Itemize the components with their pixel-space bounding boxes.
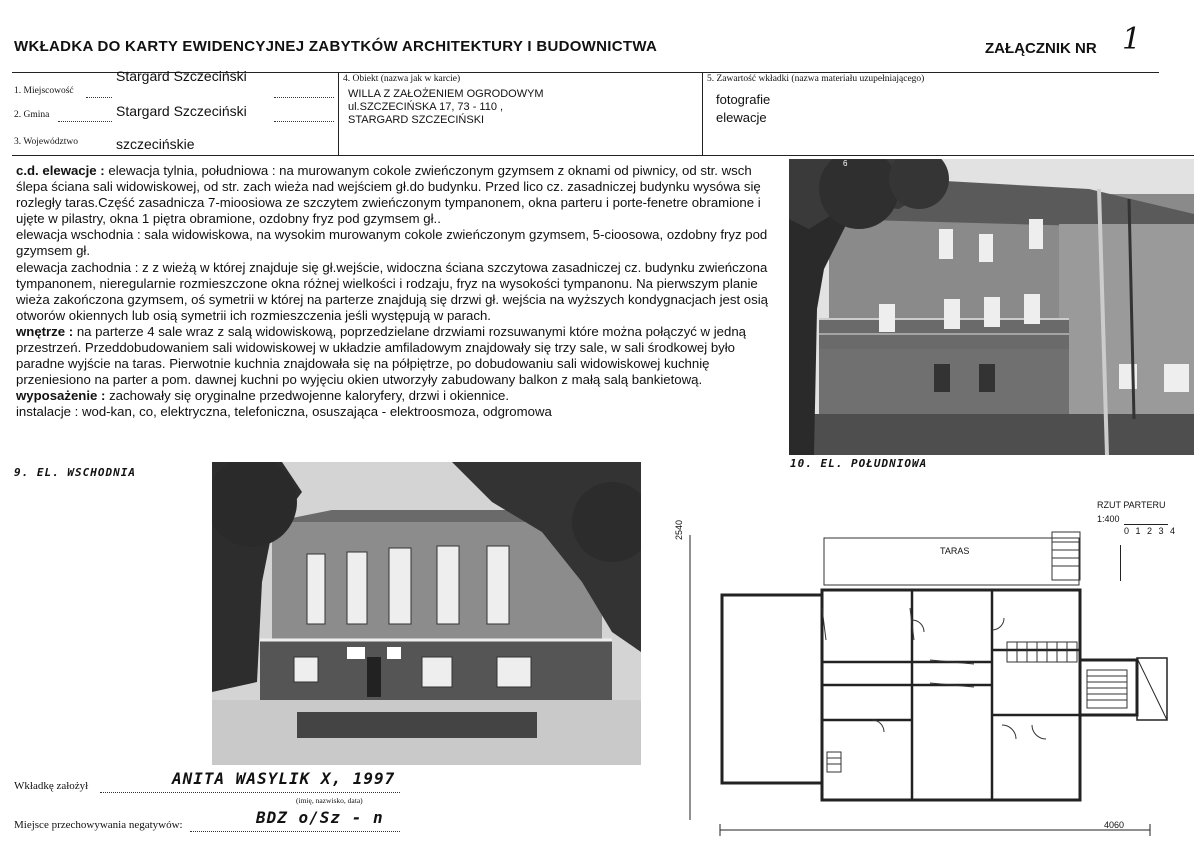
zawartosc-label: 5. Zawartość wkładki (nazwa materiału uzupełniającego)	[707, 74, 925, 84]
desc-p1-head: c.d. elewacje :	[16, 163, 105, 178]
floorplan-drawing	[672, 490, 1192, 840]
attachment-number: 1	[1122, 22, 1142, 57]
photo-east-image	[212, 462, 641, 765]
caption-east: 9. EL. WSCHODNIA	[14, 466, 136, 479]
header-divider-2	[702, 72, 703, 155]
scale-bar	[1124, 524, 1168, 525]
miejscowosc-value: Stargard Szczeciński	[116, 68, 247, 84]
obiekt-line2: ul.SZCZECIŃSKA 17, 73 - 110 ,	[348, 101, 504, 113]
header-grid-bottom	[12, 155, 1194, 156]
miejscowosc-label: 1. Miejscowość	[14, 86, 74, 96]
desc-p4-head: wnętrze :	[16, 323, 74, 339]
dimension-horizontal: 4060	[1104, 820, 1125, 830]
gmina-label: 2. Gmina	[14, 110, 50, 120]
miejscowosc-dots	[86, 97, 112, 98]
author-label: Wkładkę założył	[14, 780, 89, 792]
wojewodztwo-label: 3. Województwo	[14, 137, 78, 147]
gmina-dots	[58, 121, 112, 122]
wojewodztwo-value: szczecińskie	[116, 136, 195, 152]
dimension-vertical: 2540	[674, 519, 684, 540]
desc-p6: instalacje : wod-kan, co, elektryczna, telefoniczna, osuszająca - elektroosmoza, odgromowa	[16, 404, 552, 420]
gmina-dots-2	[274, 121, 334, 122]
desc-p1: elewacja tylnia, południowa : na murowanym cokole zwieńczonym gzymsem z oknami od piwnicy, od str. wsch ślepa ściana sali widowiskowej, od str. zach wieża nad wejściem gł.do budynku. Przed lico cz. zasadniczej budynku wysówa się rozległy taras.Część zasadnicza 7-mioosiowa ze szczytem zwieńczonym tympanonem, okna parteru i porte-fenetre obramione i ujęte w pilastry, okna 1 piętra obramione, ozdobny fryz pod gzymsem gł..	[16, 163, 761, 227]
floorplan-scale-ticks: 0 1 2 3 4	[1124, 526, 1178, 536]
obiekt-line3: STARGARD SZCZECIŃSKI	[348, 114, 485, 126]
photo-south-image	[789, 159, 1194, 455]
north-arrow	[1120, 545, 1121, 581]
terrace-label: TARAS	[940, 546, 970, 556]
zawartosc-line2: elewacje	[716, 110, 767, 125]
storage-label: Miejsce przechowywania negatywów:	[14, 819, 183, 831]
obiekt-line1: WILLA Z ZAŁOŻENIEM OGRODOWYM	[348, 88, 544, 100]
desc-p4: na parterze 4 sale wraz z salą widowiskową, poprzedzielane drzwiami rozsuwanymi które można połączyć w jedną przestrzeń. Przeddobudowaniem sali widowiskowej w układzie amfiladowym znajdowały się trzy sale, w sali środkowej było paradne wyjście na taras. Pierwotnie kuchnia znajdowała się na półpiętrze, po dobudowaniu sali widowiskowej kuchnię przeniesiono na parter a pom. dawnej kuchni po wyjęciu okien utworzyły zabudowany balkon z małą salą bankietową.	[16, 323, 747, 388]
author-sub: (imię, nazwisko, data)	[296, 796, 363, 805]
desc-p5-head: wyposażenie :	[16, 388, 106, 404]
desc-p5: zachowały się oryginalne przedwojenne kaloryfery, drzwi i okiennice.	[105, 388, 510, 404]
desc-p3: elewacja zachodnia : z z wieżą w której znajduje się gł.wejście, widoczna ściana szczytowa zasadniczej cz. budynku zwieńczona tympanonem, nieregularnie rozmieszczone okna różnej wielkości i rodzaju, fryz na wysokości tympanonu. Na pierwszym planie wieża zakończona gzymsem, oś symetrii w której na parterze znajdują się drzwi gł. wejścia na wyższych kondygnacjach jest osią otworów okiennych lub osią symetrii ich rozmieszczenia jeśli występują w parach.	[16, 259, 769, 323]
author-dots	[100, 792, 400, 793]
photo-east-elevation	[212, 462, 641, 765]
photo-south-elevation	[789, 159, 1194, 455]
floorplan	[672, 490, 1192, 840]
gmina-value: Stargard Szczeciński	[116, 103, 247, 119]
floorplan-title: RZUT PARTERU	[1097, 500, 1166, 510]
zawartosc-line1: fotografie	[716, 92, 771, 107]
caption-south: 10. EL. POŁUDNIOWA	[790, 457, 928, 470]
header-divider-1	[338, 72, 339, 155]
storage-dots	[190, 831, 400, 832]
miejscowosc-dots-2	[274, 97, 334, 98]
storage-value: BDZ o/Sz - n	[256, 808, 384, 827]
floorplan-scale: 1:400	[1097, 514, 1120, 524]
photo-index: 6	[843, 159, 848, 168]
desc-p2: elewacja wschodnia : sala widowiskowa, na wysokim murowanym cokole zwieńczonym gzymsem, 5-cioosowa, ozdobny fryz pod gzymsem gł.	[16, 227, 768, 259]
attachment-label: ZAŁĄCZNIK NR	[985, 40, 1097, 57]
obiekt-label: 4. Obiekt (nazwa jak w karcie)	[343, 74, 461, 84]
author-value: ANITA WASYLIK X, 1997	[172, 769, 396, 788]
form-title: WKŁADKA DO KARTY EWIDENCYJNEJ ZABYTKÓW ARCHITEKTURY I BUDOWNICTWA	[14, 38, 658, 55]
description-text	[16, 163, 780, 421]
